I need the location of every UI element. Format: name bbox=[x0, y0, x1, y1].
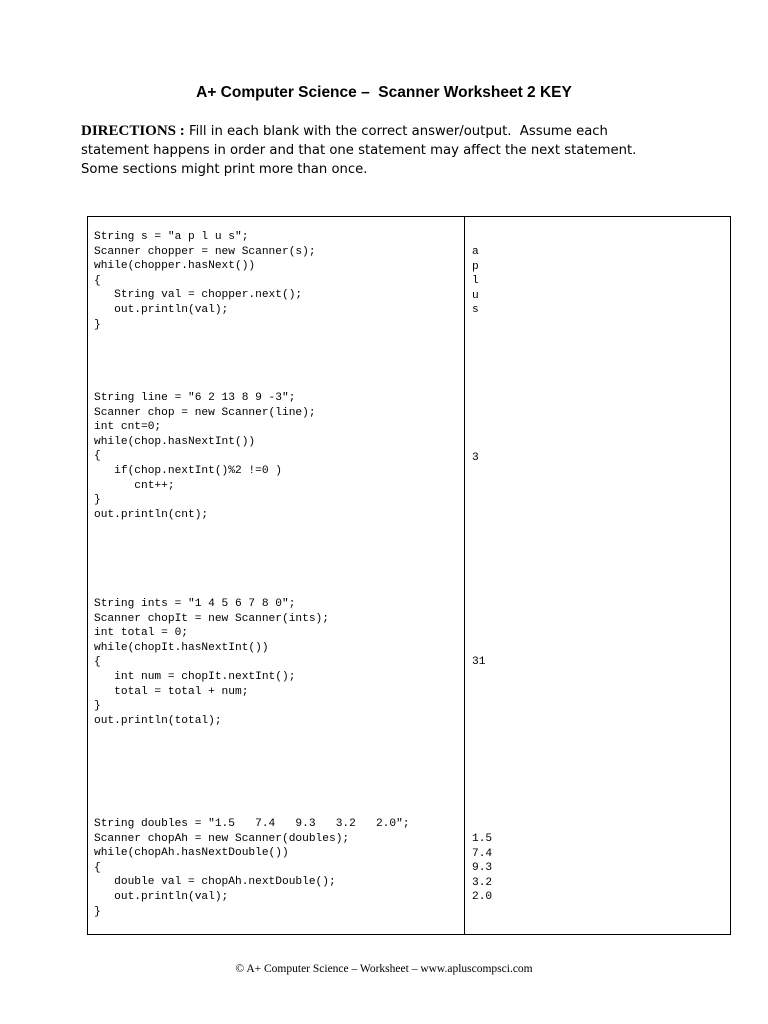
answer-block-3: 31 bbox=[472, 656, 486, 668]
directions-line-1 bbox=[81, 122, 681, 141]
code-block-4: String doubles = "1.5 7.4 9.3 3.2 2.0"; Scanner chopAh = new Scanner(doubles); while(chopAh.hasNextDouble()) { double val = chopAh.nextDouble(); out.println(val); } bbox=[94, 818, 410, 918]
code-block-1: String s = "a p l u s"; Scanner chopper = new Scanner(s); while(chopper.hasNext()) { String val = chopper.next(); out.println(val); } bbox=[94, 231, 316, 331]
directions-line-2: statement happens in order and that one statement may affect the next statement. bbox=[81, 143, 637, 158]
code-block-2: String line = "6 2 13 8 9 -3"; Scanner chop = new Scanner(line); int cnt=0; while(chop.hasNextInt()) { if(chop.nextInt()%2 !=0 ) cnt++; } out.println(cnt); bbox=[94, 392, 316, 521]
answer-block-2: 3 bbox=[472, 452, 479, 464]
code-block-3: String ints = "1 4 5 6 7 8 0"; Scanner chopIt = new Scanner(ints); int total = 0; while(chopIt.hasNextInt()) { int num = chopIt.nextInt(); total = total + num; } out.println(total); bbox=[94, 598, 329, 727]
page-title: A+ Computer Science – Scanner Worksheet 2 KEY bbox=[196, 84, 572, 101]
answer-block-1: a p l u s bbox=[472, 246, 479, 317]
column-divider bbox=[464, 216, 465, 935]
directions-text-1: Fill in each blank with the correct answer/output. Assume each bbox=[184, 124, 608, 139]
answer-block-4: 1.5 7.4 9.3 3.2 2.0 bbox=[472, 833, 493, 904]
directions-label: DIRECTIONS : bbox=[81, 123, 185, 139]
directions bbox=[81, 122, 681, 179]
directions-line-3: Some sections might print more than once. bbox=[81, 162, 368, 177]
page-footer: © A+ Computer Science – Worksheet – www.apluscompsci.com bbox=[235, 963, 533, 975]
